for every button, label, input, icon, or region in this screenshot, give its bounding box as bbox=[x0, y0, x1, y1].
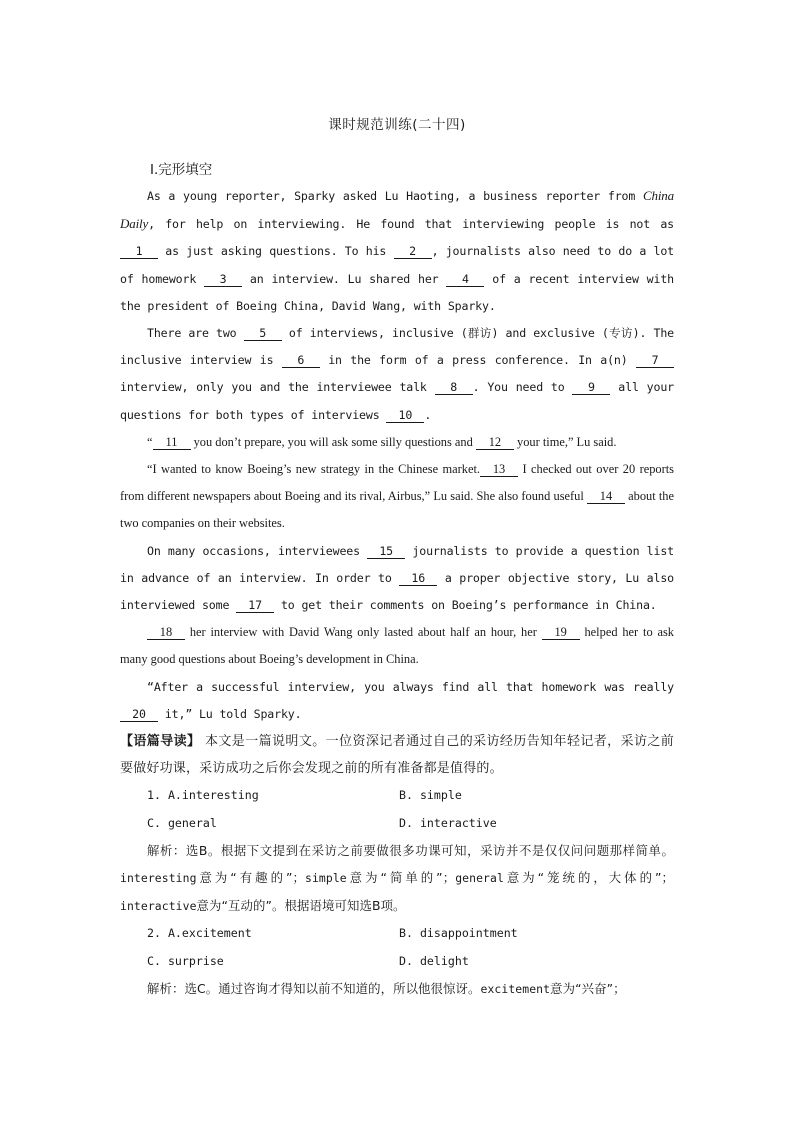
option-a: 1. A.interesting bbox=[147, 788, 259, 803]
text: . You need to bbox=[472, 380, 573, 395]
text: all your questions for both types of interviews bbox=[120, 380, 674, 422]
term: interactive bbox=[120, 899, 197, 914]
text: you don’t prepare, you will ask some silly questions and bbox=[190, 434, 476, 449]
guide-tag: 【语篇导读】 bbox=[120, 734, 201, 750]
analysis-text: 意为“兴奋”； bbox=[550, 980, 626, 996]
blank-16: 16 bbox=[399, 571, 437, 586]
analysis-1 bbox=[120, 837, 674, 921]
text: as just asking questions. To his bbox=[158, 244, 394, 259]
text: your time,” Lu said. bbox=[513, 434, 617, 449]
blank-5: 5 bbox=[244, 326, 282, 341]
blank-6: 6 bbox=[282, 353, 320, 368]
text: “ bbox=[147, 434, 153, 449]
text: helped her to ask many good questions about Boeing’s development in China. bbox=[120, 625, 674, 667]
text: about the two companies on their websites. bbox=[120, 489, 674, 531]
paragraph-4 bbox=[120, 456, 674, 538]
analysis-text: 意为“有趣的”； bbox=[196, 870, 305, 886]
term: interesting bbox=[120, 871, 197, 886]
text: As a young reporter, Sparky asked Lu Haoting, a business reporter from bbox=[147, 189, 643, 203]
text: On many occasions, interviewees bbox=[147, 543, 368, 558]
blank-12: 12 bbox=[476, 435, 514, 450]
question-1 bbox=[120, 782, 674, 920]
question-2 bbox=[120, 920, 674, 1003]
analysis-2 bbox=[120, 975, 674, 1003]
text: an interview. Lu shared her bbox=[242, 271, 447, 286]
option-a: 2. A.excitement bbox=[147, 926, 252, 941]
paragraph-6 bbox=[120, 619, 674, 673]
paragraph-5 bbox=[120, 538, 674, 620]
blank-20: 20 bbox=[120, 707, 158, 722]
text: “After a successful interview, you always find all that homework was really bbox=[147, 679, 674, 694]
term: simple bbox=[305, 871, 347, 886]
text: I checked out over 20 reports from different newspapers about Boeing and its rival, Airbus,” Lu said. She also found useful bbox=[120, 462, 674, 504]
text: “I wanted to know Boeing’s new strategy in the Chinese market. bbox=[147, 462, 481, 477]
cloze-passage bbox=[120, 182, 674, 1003]
blank-4: 4 bbox=[446, 272, 484, 287]
blank-19: 19 bbox=[542, 625, 580, 640]
option-b: B. simple bbox=[399, 788, 462, 803]
blank-10: 10 bbox=[386, 408, 424, 423]
blank-9: 9 bbox=[572, 380, 610, 395]
term: excitement bbox=[480, 981, 551, 996]
text: interview, only you and the interviewee talk bbox=[120, 380, 435, 395]
text: , journalists also need to do a lot of homework bbox=[120, 244, 674, 286]
text: her interview with David Wang only lasted about half an hour, her bbox=[185, 625, 542, 640]
blank-7: 7 bbox=[636, 353, 674, 368]
blank-1: 1 bbox=[120, 244, 158, 259]
blank-18: 18 bbox=[147, 625, 185, 640]
blank-2: 2 bbox=[394, 244, 432, 259]
option-d: D. delight bbox=[399, 953, 469, 968]
text: There are two bbox=[147, 326, 244, 341]
text: a proper objective story, Lu also interviewed some bbox=[120, 570, 674, 613]
blank-8: 8 bbox=[435, 380, 473, 395]
text: in the form of a press conference. In a(n) bbox=[319, 353, 636, 368]
paragraph-3 bbox=[120, 429, 674, 456]
text: . bbox=[424, 407, 432, 422]
blank-14: 14 bbox=[587, 489, 625, 504]
option-b: B. disappointment bbox=[399, 926, 518, 941]
text: to get their comments on Boeing’s performance in China. bbox=[274, 598, 657, 613]
option-c: C. general bbox=[147, 815, 217, 830]
option-d: D. interactive bbox=[399, 815, 497, 830]
text: it,” Lu told Sparky. bbox=[158, 706, 302, 721]
term: general bbox=[455, 871, 504, 886]
analysis-text: 意为“简单的”； bbox=[346, 870, 456, 886]
analysis-text: 意为“互动的”。根据语境可知选B项。 bbox=[196, 898, 406, 914]
newspaper-name: China Daily bbox=[120, 188, 674, 232]
text: of interviews, inclusive (群访) and exclusive (专访). The inclusive interview is bbox=[120, 326, 674, 368]
blank-17: 17 bbox=[236, 598, 274, 613]
blank-11: 11 bbox=[153, 435, 191, 450]
blank-3: 3 bbox=[204, 272, 242, 287]
paragraph-2 bbox=[120, 320, 674, 429]
text: of a recent interview with the president of Boeing China, David Wang, with Sparky. bbox=[120, 271, 674, 313]
reading-guide bbox=[120, 728, 674, 782]
text: , for help on interviewing. He found that interviewing people is not as bbox=[148, 217, 674, 232]
option-c: C. surprise bbox=[147, 953, 224, 968]
paragraph-1 bbox=[120, 182, 674, 320]
analysis-text: 解析：选B。根据下文提到在采访之前要做很多功课可知，采访并不是仅仅问问题那样简单。 bbox=[147, 842, 674, 858]
page-title: 课时规范训练(二十四) bbox=[328, 117, 466, 133]
section-heading: Ⅰ.完形填空 bbox=[150, 162, 213, 178]
paragraph-7 bbox=[120, 674, 674, 728]
guide-text: 本文是一篇说明文。一位资深记者通过自己的采访经历告知年轻记者，采访之前要做好功课，采访成功之后你会发现之前的所有准备都是值得的。 bbox=[120, 734, 674, 777]
text: journalists to provide a question list in advance of an interview. In order to bbox=[120, 543, 674, 585]
analysis-text: 解析：选C。通过咨询才得知以前不知道的，所以他很惊讶。 bbox=[147, 980, 481, 996]
analysis-text: 意为“笼统的，大体的”； bbox=[503, 870, 675, 886]
blank-15: 15 bbox=[367, 544, 405, 559]
blank-13: 13 bbox=[480, 462, 518, 477]
